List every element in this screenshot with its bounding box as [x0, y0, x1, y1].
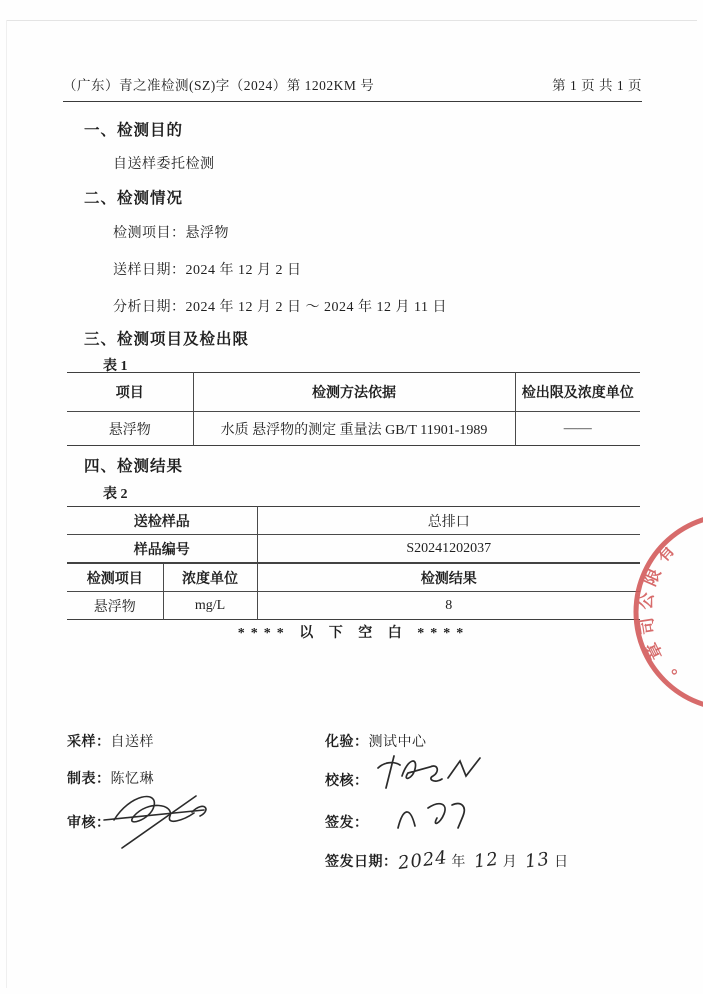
- year-char: 年: [451, 855, 466, 870]
- prepared-label: 制表：: [67, 772, 111, 787]
- stamp-char: 。: [654, 658, 681, 684]
- prepared-row: [67, 768, 154, 788]
- section4-title: 四、检测结果: [84, 458, 184, 475]
- sampling-label: 采样：: [67, 735, 111, 750]
- sample-date-line: 送样日期：2024 年 12 月 2 日: [113, 263, 302, 278]
- test-item-line: 检测项目：悬浮物: [113, 226, 229, 241]
- page-indicator: 第 1 页 共 1 页: [552, 78, 642, 93]
- issued-row: [325, 812, 369, 832]
- table-row: [67, 563, 640, 592]
- blank-below-note: **** 以 下 空 白 ****: [237, 626, 470, 641]
- table2-label: 表 2: [103, 487, 128, 502]
- table2-cell-unit: mg/L: [163, 592, 257, 620]
- table1-header-item: 项目: [67, 373, 193, 412]
- table1-cell-limit: ——: [515, 412, 640, 446]
- section1-title: 一、检测目的: [84, 122, 184, 139]
- issue-date-label: 签发日期：: [325, 855, 398, 870]
- stamp-char: 司: [636, 616, 659, 636]
- testing-value: 测试中心: [368, 735, 427, 750]
- issued-label: 签发：: [325, 816, 369, 831]
- scan-edge-top: [6, 20, 697, 21]
- issue-date-month-handwritten: 12: [472, 848, 500, 873]
- sample-name-label: 送检样品: [67, 507, 257, 535]
- table1-header-method: 检测方法依据: [193, 373, 515, 412]
- document-number: （广东）青之准检测(SZ)字（2024）第 1202KM 号: [63, 78, 375, 93]
- reviewer-signature: [100, 786, 235, 852]
- detection-limit-table: [67, 372, 640, 446]
- table-row: [67, 592, 640, 620]
- stamp-char: 章: [642, 638, 667, 663]
- sampling-value: 自送样: [110, 735, 154, 750]
- table-row: [67, 507, 640, 535]
- table2-header-unit: 浓度单位: [163, 563, 257, 592]
- table1-label: 表 1: [103, 359, 128, 374]
- table1-header-limit: 检出限及浓度单位: [515, 373, 640, 412]
- table-row: [67, 535, 640, 564]
- table2-header-result: 检测结果: [257, 563, 640, 592]
- sampling-row: [67, 731, 154, 751]
- sample-name-value: 总排口: [257, 507, 640, 535]
- sample-id-value: S20241202037: [257, 535, 640, 564]
- section3-title: 三、检测项目及检出限: [84, 331, 250, 348]
- checker-signature: [372, 748, 484, 796]
- stamp-char: 公: [635, 591, 658, 611]
- month-char: 月: [502, 855, 518, 870]
- table2-header-item: 检测项目: [67, 563, 163, 592]
- table2-cell-result: 8: [257, 592, 640, 620]
- sample-id-label: 样品编号: [67, 535, 257, 564]
- stamp-char: 有: [652, 540, 679, 566]
- analysis-date-line: 分析日期：2024 年 12 月 2 日 ～ 2024 年 12 月 11 日: [113, 300, 447, 315]
- issue-date-year-handwritten: 2024: [396, 847, 449, 874]
- table1-cell-method: 水质 悬浮物的测定 重量法 GB/T 11901-1989: [193, 412, 515, 446]
- table2-cell-item: 悬浮物: [93, 599, 136, 615]
- issue-date-row: [325, 847, 569, 874]
- testing-label: 化验：: [325, 735, 369, 750]
- prepared-value: 陈忆琳: [110, 772, 154, 787]
- issuer-signature: [390, 796, 480, 838]
- document-header: [63, 74, 642, 102]
- checked-row: [325, 770, 369, 790]
- section1-body: 自送样委托检测: [113, 157, 215, 172]
- result-table: [67, 506, 640, 620]
- issue-date-day-handwritten: 13: [524, 848, 552, 873]
- checked-label: 校核：: [325, 774, 369, 789]
- table-row: [67, 412, 640, 446]
- table1-cell-item: 悬浮物: [108, 422, 151, 438]
- table-row: [67, 373, 640, 412]
- section2-title: 二、检测情况: [84, 190, 184, 207]
- day-char: 日: [554, 855, 569, 870]
- scan-edge-left: [6, 20, 7, 988]
- reviewed-label: 审核：: [67, 816, 111, 831]
- stamp-char: 限: [640, 565, 665, 589]
